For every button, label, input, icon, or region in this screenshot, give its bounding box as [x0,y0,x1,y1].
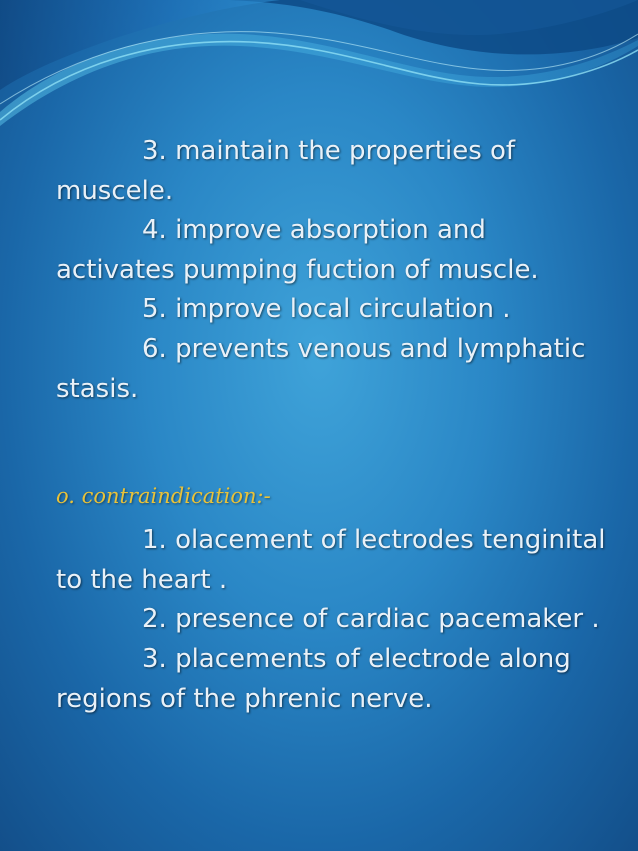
list-line: 2. presence of cardiac pacemaker . [142,604,600,635]
list-line: activates pumping fuction of muscle. [56,254,539,285]
list-line: to the heart . [56,564,228,595]
list-line: muscele. [56,175,174,206]
benefits-list [56,132,616,409]
list-line: 4. improve absorption and [142,215,486,246]
list-line: 1. olacement of lectrodes tenginital [142,525,606,556]
decorative-wave-header [0,0,638,140]
list-line: 5. improve local circulation . [142,294,511,325]
list-line: stasis. [56,373,139,404]
contraindication-heading: o. contraindication:- [56,484,271,509]
list-line: regions of the phrenic nerve. [56,683,433,714]
list-line: 3. maintain the properties of [142,136,516,166]
contraindication-list [56,521,616,719]
list-line: 6. prevents venous and lymphatic [142,333,586,364]
slide-content [56,132,616,719]
list-line: 3. placements of electrode along [142,643,571,674]
